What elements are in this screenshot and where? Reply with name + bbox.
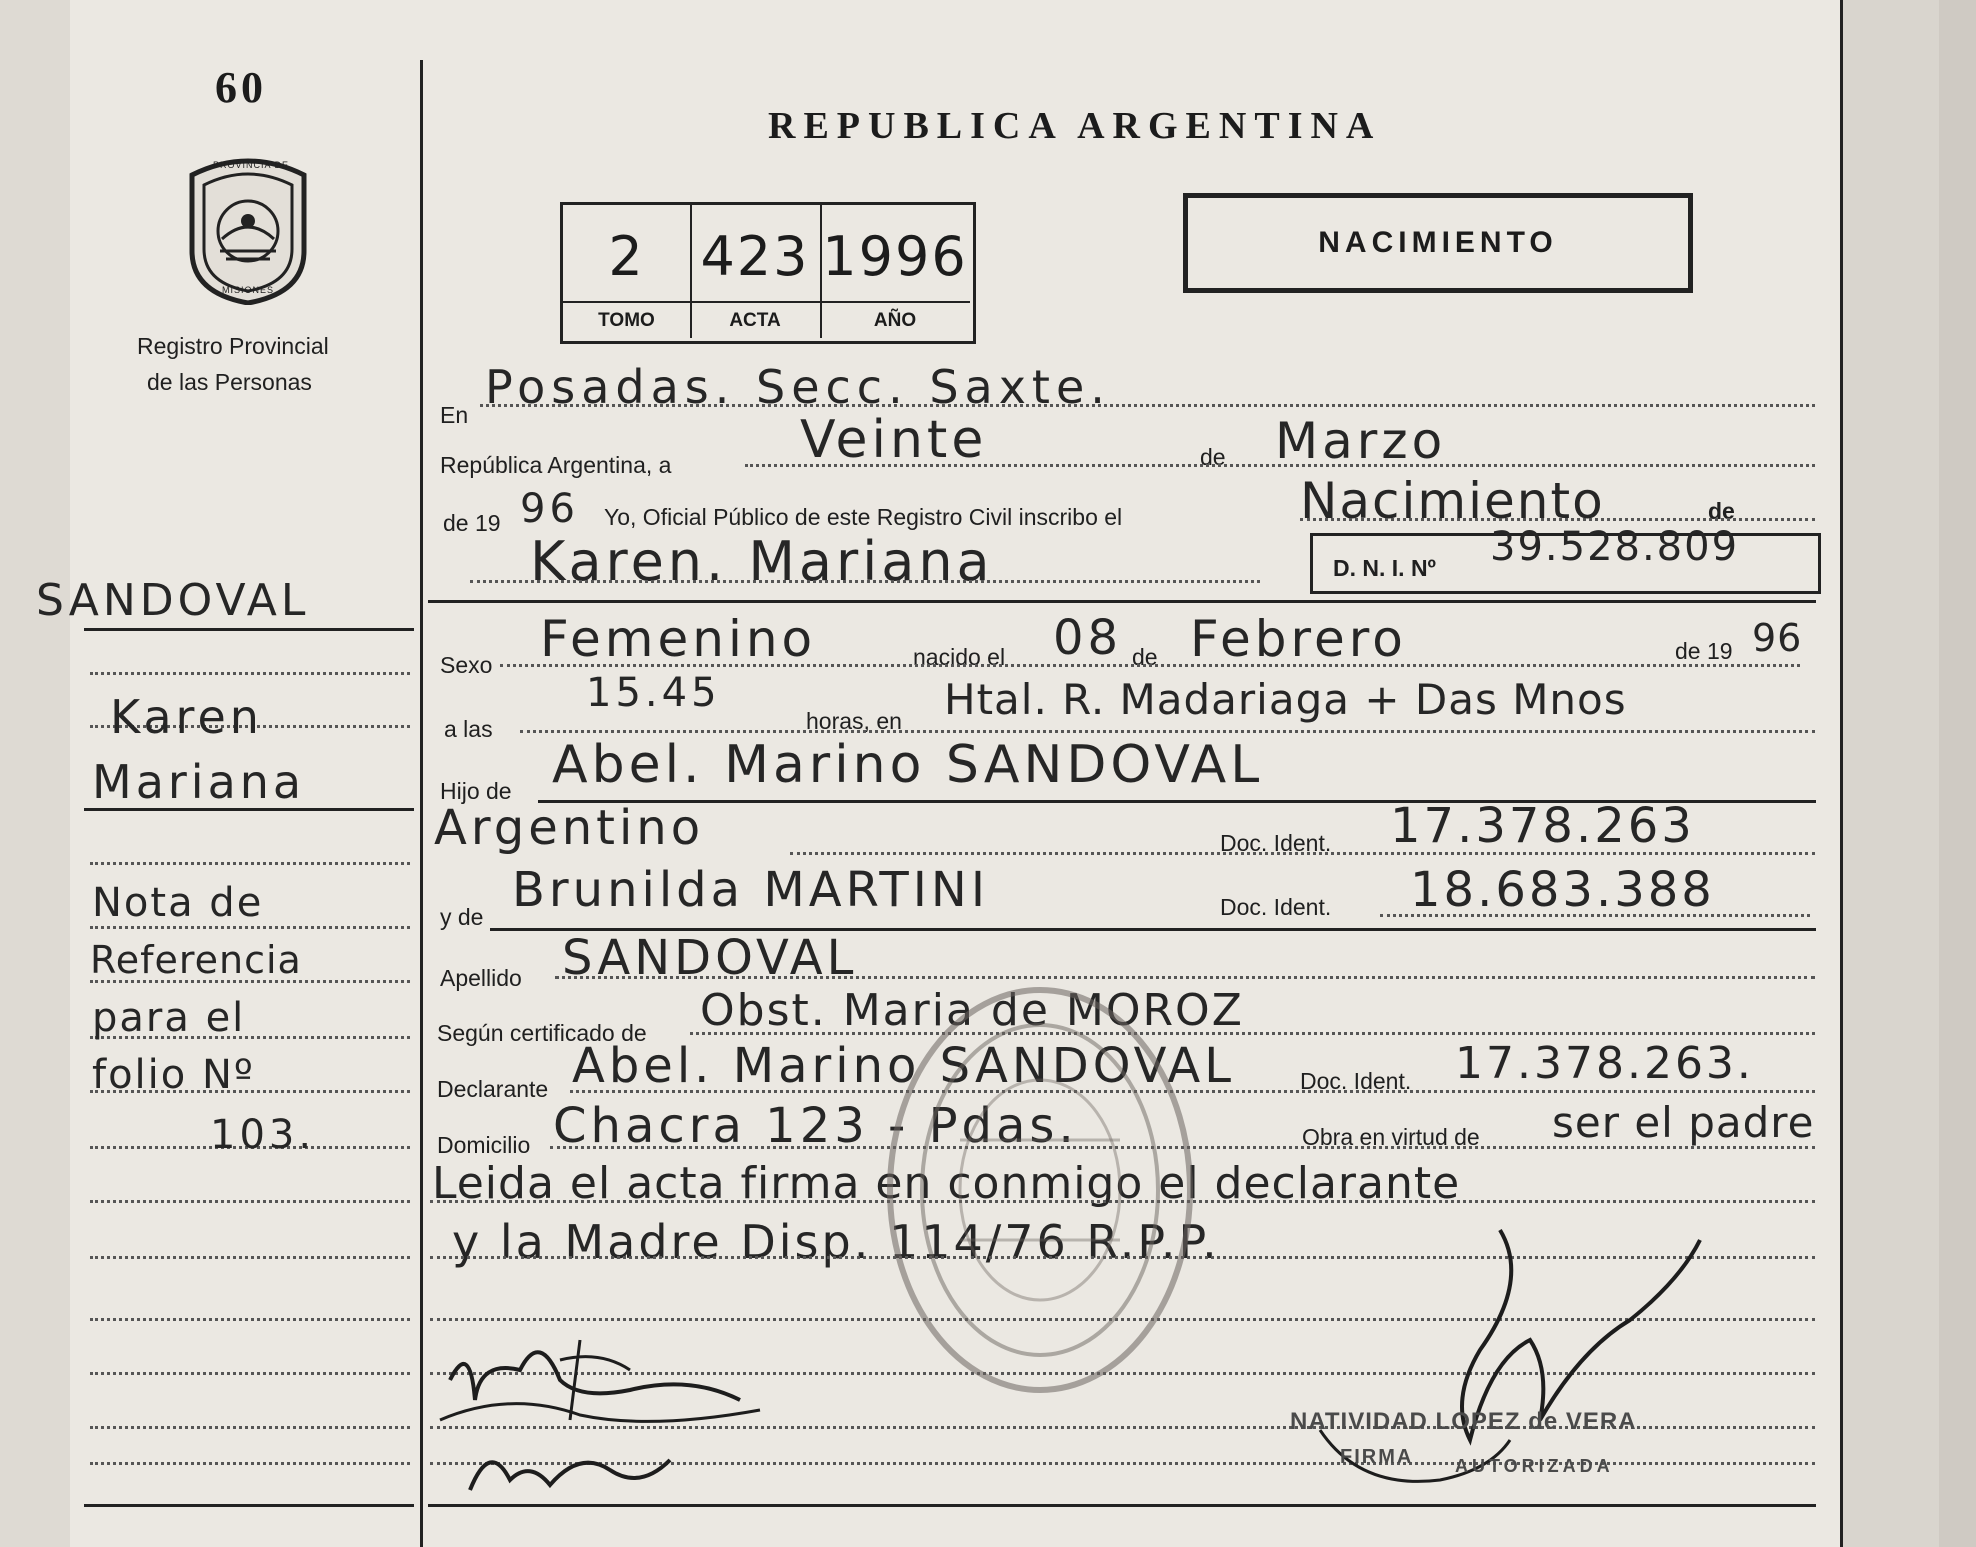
de-person-label: de xyxy=(1708,498,1735,524)
margin-rule xyxy=(84,1504,414,1507)
certificado-value: Obst. Maria de MOROZ xyxy=(700,985,1244,1036)
firma-label: FIRMA xyxy=(1340,1446,1414,1468)
father-nationality-value: Argentino xyxy=(434,800,705,856)
section-rule xyxy=(428,600,1816,603)
child-name-value: Karen. Mariana xyxy=(530,530,994,593)
en-label: En xyxy=(440,402,469,428)
official-round-stamp-icon xyxy=(870,980,1200,1400)
margin-given-name-2: Mariana xyxy=(92,755,306,809)
margin-rule xyxy=(90,1318,410,1321)
signature-declarant-icon xyxy=(430,1320,770,1520)
tomo-cell xyxy=(563,205,692,338)
declarante-value: Abel. Marino SANDOVAL xyxy=(572,1038,1235,1094)
seal-text-bottom: MISIONES xyxy=(222,285,275,295)
registry-name-line1: Registro Provincial xyxy=(137,333,329,359)
birth-month-value: Febrero xyxy=(1190,610,1407,668)
margin-rule xyxy=(90,862,410,865)
form-rule xyxy=(790,852,1815,855)
autorizada-label: AUTORIZADA xyxy=(1455,1456,1614,1476)
birth-year-value: 96 xyxy=(1752,616,1803,660)
birthplace-value: Htal. R. Madariaga + Das Mnos xyxy=(944,675,1627,724)
form-rule xyxy=(555,976,1815,979)
yo-statement: Yo, Oficial Público de este Registro Civil inscribo el xyxy=(604,504,1123,530)
de-month-label: de xyxy=(1200,444,1226,470)
margin-rule xyxy=(84,628,414,631)
ano-value: 1996 xyxy=(822,225,968,288)
mother-name-value: Brunilda MARTINI xyxy=(512,862,989,918)
dni-label: D. N. I. Nº xyxy=(1333,555,1436,581)
republica-label: República Argentina, a xyxy=(440,452,672,478)
form-rule xyxy=(480,404,1815,407)
country-title: REPUBLICA ARGENTINA xyxy=(768,105,1382,147)
seal-text-top: PROVINCIA DE xyxy=(213,160,290,170)
a-las-label: a las xyxy=(444,716,493,742)
y-de-label: y de xyxy=(440,904,484,930)
horas-label: horas, en xyxy=(806,708,902,734)
record-number-box xyxy=(560,202,976,344)
tomo-value: 2 xyxy=(608,225,645,288)
registry-name-line2: de las Personas xyxy=(147,369,312,395)
apellido-label: Apellido xyxy=(440,965,522,991)
margin-rule xyxy=(90,926,410,929)
declarante-doc-value: 17.378.263. xyxy=(1455,1038,1754,1089)
margin-rule xyxy=(90,1256,410,1259)
margin-note-line1: Nota de xyxy=(92,880,264,926)
de-birth-month-label: de xyxy=(1132,644,1158,670)
month-value: Marzo xyxy=(1275,412,1447,470)
margin-surname: SANDOVAL xyxy=(36,575,310,626)
form-rule xyxy=(470,580,1260,583)
act-type-value: Nacimiento xyxy=(1300,472,1605,530)
margin-rule xyxy=(90,672,410,675)
form-rule xyxy=(500,664,1800,667)
form-rule xyxy=(1380,914,1810,917)
father-doc-label: Doc. Ident. xyxy=(1220,830,1332,856)
acta-label: ACTA xyxy=(729,310,781,331)
margin-divider xyxy=(420,60,423,1547)
domicilio-label: Domicilio xyxy=(437,1132,531,1158)
certificado-label: Según certificado de xyxy=(437,1020,647,1046)
margin-rule xyxy=(90,1462,410,1465)
declarante-doc-label: Doc. Ident. xyxy=(1300,1068,1412,1094)
apellido-value: SANDOVAL xyxy=(562,930,858,986)
nacido-label: nacido el xyxy=(913,644,1006,670)
obra-value: ser el padre xyxy=(1552,1098,1815,1147)
remarks-line2: y la Madre Disp. 114/76 R.P.P. xyxy=(452,1215,1220,1269)
adjacent-page-edge xyxy=(1840,0,1976,1547)
margin-rule xyxy=(90,1426,410,1429)
birth-year-prefix: de 19 xyxy=(1675,638,1733,664)
margin-note-line5: 103. xyxy=(210,1112,316,1158)
hour-value: 15.45 xyxy=(586,670,721,716)
domicilio-value: Chacra 123 - Pdas. xyxy=(553,1098,1078,1154)
acta-value: 423 xyxy=(700,225,810,288)
record-type-box: NACIMIENTO xyxy=(1183,193,1693,293)
form-rule xyxy=(520,730,1815,733)
father-name-value: Abel. Marino SANDOVAL xyxy=(552,735,1264,795)
margin-note-line2: Referencia xyxy=(90,938,302,982)
remarks-line1: Leida el acta firma en conmigo el declarante xyxy=(432,1158,1461,1209)
margin-rule xyxy=(90,1372,410,1375)
mother-doc-label: Doc. Ident. xyxy=(1220,894,1332,920)
tomo-label: TOMO xyxy=(598,310,655,331)
province-seal-icon xyxy=(182,155,314,305)
year-value: 96 xyxy=(520,486,579,532)
father-doc-value: 17.378.263 xyxy=(1390,798,1695,854)
margin-note-line3: para el xyxy=(92,995,246,1041)
form-rule xyxy=(1300,518,1815,521)
sexo-label: Sexo xyxy=(440,652,493,678)
folio-number: 60 xyxy=(215,63,267,112)
sexo-value: Femenino xyxy=(540,610,817,668)
year-prefix: de 19 xyxy=(443,510,501,536)
ano-label: AÑO xyxy=(873,310,917,331)
form-rule xyxy=(690,1032,1815,1035)
margin-given-name-1: Karen xyxy=(110,690,263,744)
hijo-label: Hijo de xyxy=(440,778,512,804)
mother-doc-value: 18.683.388 xyxy=(1410,862,1715,918)
declarante-label: Declarante xyxy=(437,1076,549,1102)
ano-cell xyxy=(820,205,970,338)
form-rule xyxy=(745,464,1815,467)
en-value: Posadas. Secc. Saxte. xyxy=(485,360,1111,414)
official-name: NATIVIDAD LOPEZ de VERA xyxy=(1290,1408,1637,1435)
acta-cell xyxy=(690,205,822,338)
obra-label: Obra en virtud de xyxy=(1302,1124,1480,1150)
birth-day-value: 08 xyxy=(1053,610,1123,666)
margin-rule xyxy=(90,1200,410,1203)
margin-note-line4: folio Nº xyxy=(92,1052,255,1098)
dni-value: 39.528.809 xyxy=(1490,524,1740,570)
day-value: Veinte xyxy=(800,410,988,470)
